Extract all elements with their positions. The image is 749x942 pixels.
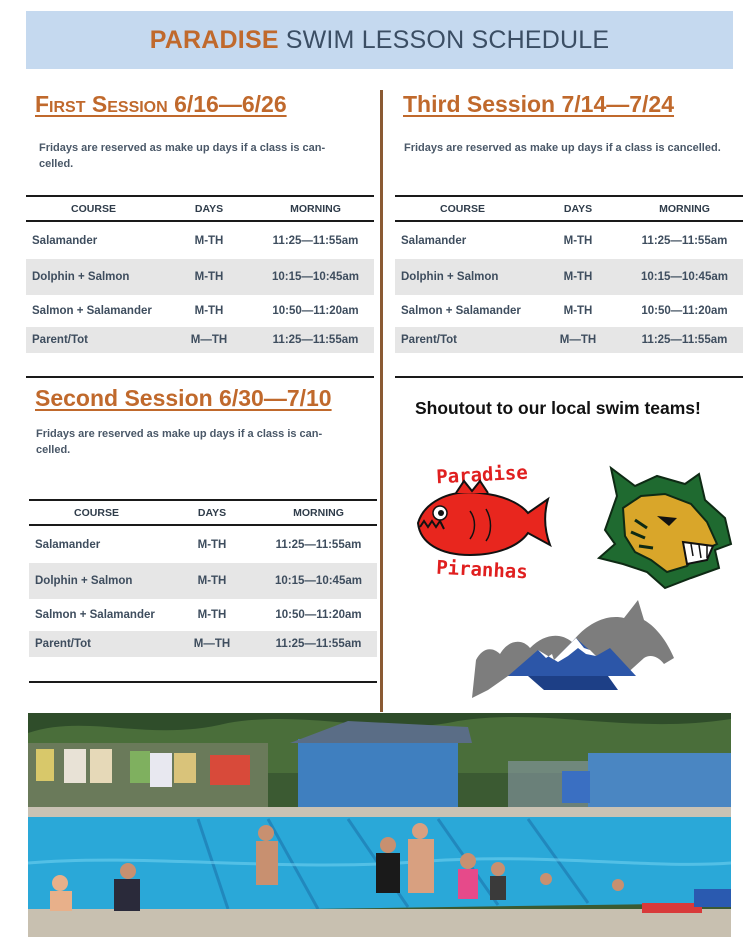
third-session-table [395, 195, 743, 353]
shoutout-heading: Shoutout to our local swim teams! [415, 398, 701, 418]
wolf-mountain-logo [468, 598, 680, 703]
cell-time: 11:25—11:55am [641, 234, 728, 247]
table-row [26, 222, 374, 259]
cell-course: Parent/Tot [35, 638, 92, 650]
table-row [29, 526, 377, 563]
cell-time: 11:25—11:55am [641, 334, 728, 346]
cell-days: M-TH [563, 271, 593, 283]
cell-days: M-TH [563, 305, 593, 317]
col-morning: MORNING [293, 506, 344, 519]
table-row [26, 295, 374, 327]
cell-course: Parent/Tot [401, 334, 458, 346]
col-course: COURSE [71, 202, 116, 215]
cell-course: Salamander [32, 234, 98, 247]
cell-course: Salmon + Salamander [35, 609, 155, 621]
col-course: COURSE [74, 506, 119, 519]
cell-days: M-TH [194, 234, 224, 247]
cell-days: M-TH [563, 234, 593, 247]
col-days: DAYS [194, 202, 224, 215]
cell-time: 10:50—11:20am [641, 305, 728, 317]
first-session-table [26, 195, 374, 353]
table-header [395, 197, 743, 222]
cell-days: M-TH [194, 305, 224, 317]
table-row [29, 599, 377, 631]
cell-time: 11:25—11:55am [272, 234, 359, 247]
cell-days: M-TH [197, 609, 227, 621]
piranhas-logo [410, 455, 555, 585]
second-session-title: Second Session 6/30—7/10 [35, 385, 332, 411]
page-title: SWIM LESSON SCHEDULE [285, 25, 610, 54]
cell-time: 10:15—10:45am [641, 271, 728, 283]
table-row [29, 631, 377, 657]
col-course: COURSE [440, 202, 485, 215]
cell-course: Salmon + Salamander [32, 305, 152, 317]
cell-time: 11:25—11:55am [275, 538, 362, 551]
table-row [395, 295, 743, 327]
table-header [26, 197, 374, 222]
col-days: DAYS [563, 202, 593, 215]
cell-time: 10:15—10:45am [272, 271, 359, 283]
wildcat-logo [595, 460, 735, 590]
table-header [29, 501, 377, 526]
cell-days: M—TH [190, 334, 228, 346]
section-rule [26, 376, 374, 378]
piranhas-logo-bottom-text: Piranhas [435, 556, 529, 584]
table-row [29, 563, 377, 599]
section-rule [29, 681, 377, 683]
piranhas-logo-top-text: Paradise [435, 461, 529, 489]
second-session-table [29, 499, 377, 657]
cell-time: 10:50—11:20am [275, 609, 362, 621]
table-row [26, 259, 374, 295]
table-row [26, 327, 374, 353]
third-session-note: Fridays are reserved as make up days if a class is cancelled. [404, 142, 721, 154]
section-rule [395, 376, 743, 378]
first-session-title: First Session 6/16—6/26 [35, 91, 287, 117]
third-session-title: Third Session 7/14—7/24 [403, 91, 675, 117]
cell-time: 10:50—11:20am [272, 305, 359, 317]
cell-course: Dolphin + Salmon [35, 575, 133, 587]
cell-course: Salamander [401, 234, 467, 247]
table-row [395, 222, 743, 259]
first-session-note: Fridays are reserved as make up days if a class is can-celled. [39, 142, 326, 170]
table-row [395, 327, 743, 353]
cell-days: M-TH [197, 538, 227, 551]
second-session-note: Fridays are reserved as make up days if a class is can-celled. [36, 428, 323, 456]
col-morning: MORNING [659, 202, 710, 215]
cell-course: Parent/Tot [32, 334, 89, 346]
table-row [395, 259, 743, 295]
cell-days: M-TH [197, 575, 227, 587]
cell-course: Salamander [35, 538, 101, 551]
page-title-banner [26, 11, 733, 69]
cell-time: 10:15—10:45am [275, 575, 362, 587]
cell-days: M-TH [194, 271, 224, 283]
cell-days: M—TH [193, 638, 231, 650]
cell-course: Dolphin + Salmon [401, 271, 499, 283]
first-session [30, 91, 378, 172]
cell-course: Salmon + Salamander [401, 305, 521, 317]
cell-time: 11:25—11:55am [272, 334, 359, 346]
cell-course: Dolphin + Salmon [32, 271, 130, 283]
cell-time: 11:25—11:55am [275, 638, 362, 650]
pool-photo [28, 713, 731, 937]
brand-name: PARADISE [149, 25, 279, 54]
cell-days: M—TH [559, 334, 597, 346]
col-days: DAYS [197, 506, 227, 519]
col-morning: MORNING [290, 202, 341, 215]
second-session [30, 385, 378, 458]
column-divider [380, 90, 383, 712]
third-session [398, 91, 746, 156]
